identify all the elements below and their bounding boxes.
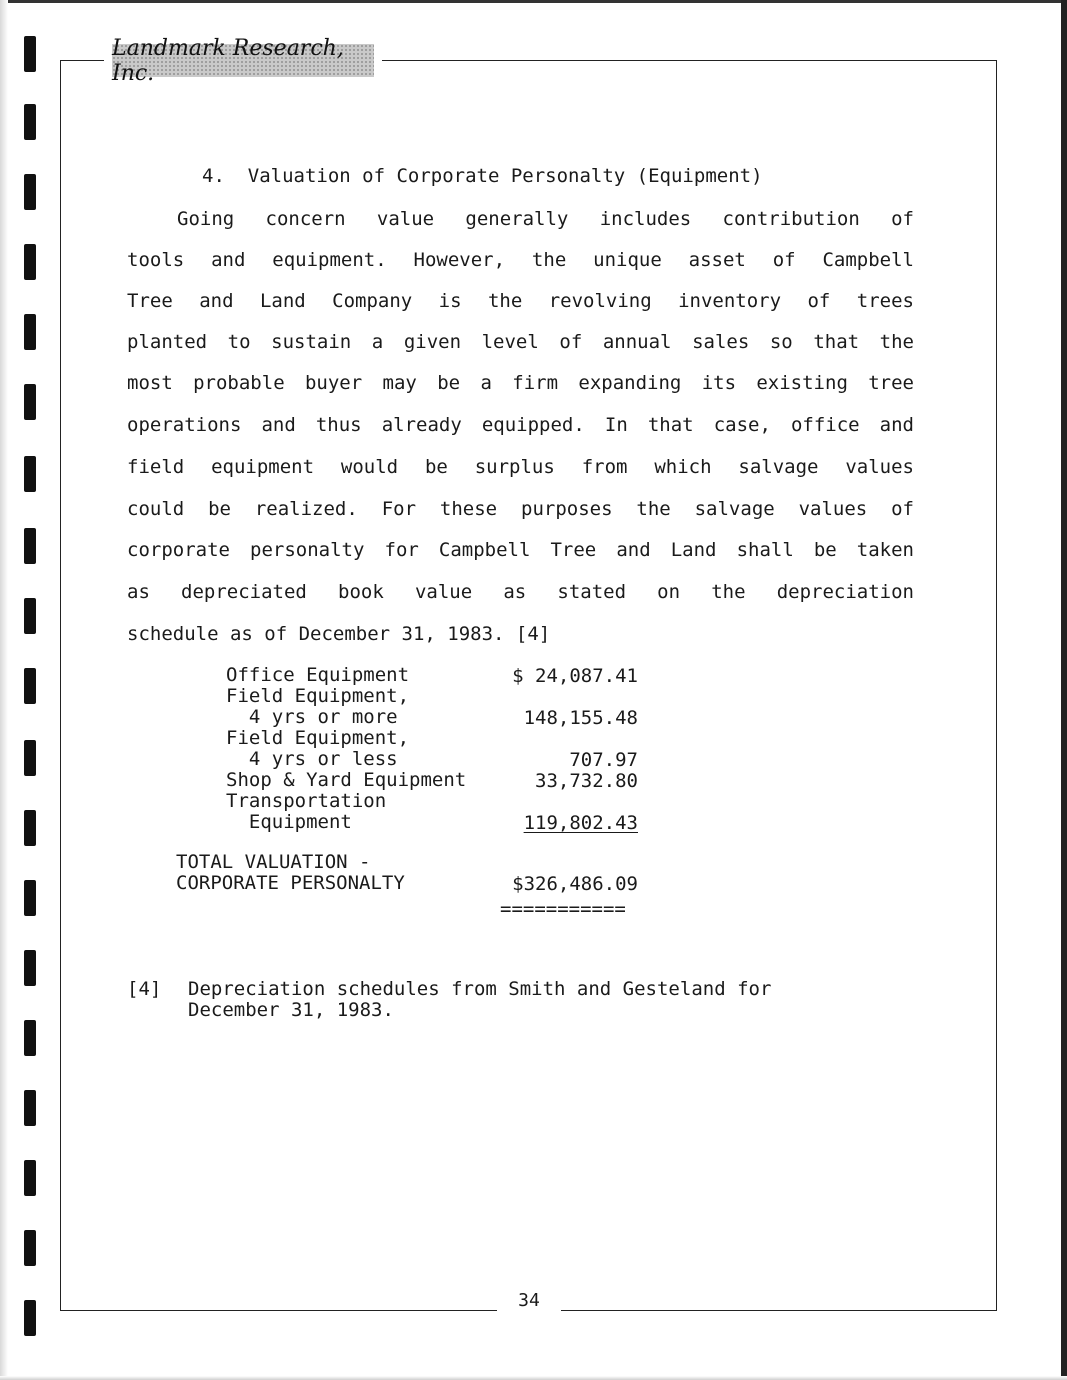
- page-right-edge: [1061, 0, 1067, 1380]
- binding-hole: [24, 1230, 36, 1266]
- section-heading: 4. Valuation of Corporate Personalty (Equipment): [202, 165, 763, 187]
- table-row-amount: 119,802.43: [523, 812, 638, 834]
- table-row-label: Equipment: [226, 811, 352, 833]
- table-row-label: 4 yrs or less: [226, 748, 398, 770]
- paragraph-line: Tree and Land Company is the revolving inventory of trees: [127, 290, 914, 312]
- binding-hole: [24, 314, 36, 350]
- paragraph-line: as depreciated book value as stated on the depreciation: [127, 581, 914, 603]
- table-row-label: Transportation: [226, 790, 387, 812]
- total-label: TOTAL VALUATION -: [176, 851, 371, 873]
- binding-hole: [24, 36, 36, 72]
- table-row-label: Field Equipment,: [226, 727, 410, 749]
- paragraph-line: could be realized. For these purposes the salvage values of: [127, 498, 914, 520]
- paragraph-line: Going concern value generally includes contribution of: [177, 208, 914, 230]
- paragraph-line: most probable buyer may be a firm expanding its existing tree: [127, 372, 914, 394]
- binding-hole: [24, 950, 36, 986]
- binding-hole: [24, 104, 36, 140]
- total-double-rule: ===========: [500, 898, 626, 920]
- paragraph-line: operations and thus already equipped. In that case, office and: [127, 414, 914, 436]
- binding-hole: [24, 1090, 36, 1126]
- page-bottom-edge: [0, 1376, 1067, 1380]
- table-row-amount: $ 24,087.41: [512, 665, 638, 687]
- binding-hole: [24, 244, 36, 280]
- binding-hole: [24, 810, 36, 846]
- paragraph-line: tools and equipment. However, the unique asset of Campbell: [127, 249, 914, 271]
- binding-hole: [24, 384, 36, 420]
- binding-hole: [24, 1160, 36, 1196]
- binding-hole: [24, 528, 36, 564]
- company-logo: Landmark Research, Inc.: [112, 44, 374, 77]
- paragraph-line: schedule as of December 31, 1983. [4]: [127, 623, 551, 645]
- table-row-amount: 707.97: [569, 749, 638, 771]
- table-row-label: 4 yrs or more: [226, 706, 398, 728]
- footnote-line: Depreciation schedules from Smith and Gesteland for: [188, 978, 772, 1000]
- table-row-label: Office Equipment: [226, 664, 410, 686]
- page-left-edge: [0, 0, 8, 1380]
- table-row-label: Shop & Yard Equipment: [226, 769, 467, 791]
- table-row-amount: 148,155.48: [523, 707, 638, 729]
- binding-hole: [24, 1300, 36, 1336]
- footnote-line: December 31, 1983.: [188, 999, 394, 1021]
- binding-hole: [24, 598, 36, 634]
- paragraph-line: field equipment would be surplus from which salvage values: [127, 456, 914, 478]
- binding-hole: [24, 880, 36, 916]
- total-amount: $326,486.09: [512, 873, 638, 895]
- footnote-marker: [4]: [127, 978, 162, 1000]
- paragraph-line: planted to sustain a given level of annual sales so that the: [127, 331, 914, 353]
- page-number: 34: [518, 1290, 540, 1311]
- binding-hole: [24, 456, 36, 492]
- binding-hole: [24, 174, 36, 210]
- binding-hole: [24, 1020, 36, 1056]
- page-top-edge: [0, 0, 1067, 3]
- table-row-label: Field Equipment,: [226, 685, 410, 707]
- paragraph-line: corporate personalty for Campbell Tree and Land shall be taken: [127, 539, 914, 561]
- total-label: CORPORATE PERSONALTY: [176, 872, 405, 894]
- table-row-amount: 33,732.80: [535, 770, 638, 792]
- binding-hole: [24, 668, 36, 704]
- binding-hole: [24, 740, 36, 776]
